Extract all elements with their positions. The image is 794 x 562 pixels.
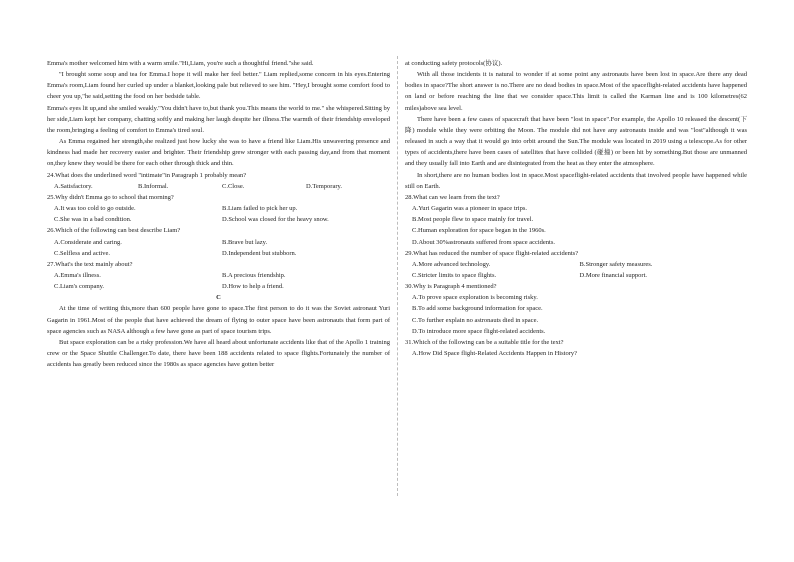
question-29-options bbox=[405, 270, 747, 281]
option: B.A precious friendship. bbox=[222, 271, 286, 279]
passage-c-paragraph: With all those incidents it is natural to wonder if at some point any astronauts have been lost in space.Are there any dead bodies in space?The short answer is no.There are no dead bodies in space.Most of the spaceflight-related accidents have happened on land or before reaching the line that we consider space.This limit is called the Karman line and is 100 kilometres(62 miles)above sea level. bbox=[405, 71, 747, 112]
question-25-options bbox=[47, 214, 390, 225]
option: B.Brave but lazy. bbox=[222, 238, 268, 246]
question-28: 28.What can we learn from the text? bbox=[405, 193, 500, 201]
question-27: 27.What's the text mainly about? bbox=[47, 260, 133, 268]
option: C.Stricter limits to space flights. bbox=[412, 271, 497, 279]
question-26-options bbox=[47, 237, 390, 248]
passage-b-paragraph: Emma's mother welcomed him with a warm smile."Hi,Liam, you're such a thoughtful friend."she said. bbox=[47, 60, 314, 67]
column-divider bbox=[397, 56, 398, 496]
option: A.How Did Space flight-Related Accidents Happen in History? bbox=[412, 350, 577, 358]
option: D.More financial support. bbox=[579, 271, 648, 279]
question-25-options bbox=[47, 203, 390, 214]
passage-c-paragraph: In short,there are no human bodies lost in space.Most spaceflight-related accidents that involved people have happened while still on Earth. bbox=[405, 171, 747, 190]
passage-c-paragraph: There have been a few cases of spacecraft that have been "lost in space".For example, the Apollo 10 released the descent(下降) module while they were orbiting the Moon. The module did not have any astronauts inside and was "lost"although it was released in such a way that it would go into orbit around the Sun.The module was located in 2019 using a telescope.As for other types of accidents,there have been cases of satellites that have collided (碰撞) or been hit by something.But those are unmanned and they usually fall into Earth and are disintegrated from the heat as they enter the atmosphere. bbox=[405, 115, 747, 168]
question-25: 25.Why didn't Emma go to school that morning? bbox=[47, 193, 174, 201]
option: C.To further explain no astronauts died in space. bbox=[412, 316, 539, 324]
option: D.Temporary. bbox=[306, 182, 342, 190]
option: A.Emma's illness. bbox=[54, 271, 101, 279]
option: C.Liam's company. bbox=[54, 283, 105, 291]
option: C.Close. bbox=[222, 182, 245, 190]
question-27-options bbox=[47, 270, 390, 281]
section-heading: C bbox=[216, 294, 221, 302]
option: A.Satisfactory. bbox=[54, 182, 93, 190]
left-column bbox=[47, 58, 390, 370]
option: B.Liam failed to pick her up. bbox=[222, 205, 298, 213]
right-column bbox=[405, 58, 747, 359]
option: B.Informal. bbox=[138, 182, 169, 190]
option: C.Selfless and active. bbox=[54, 249, 110, 257]
passage-c-paragraph: But space exploration can be a risky profession.We have all heard about unfortunate accidents like that of the Apollo 1 training crew or the Space Shuttle Challenger.To date, there have been 188 accidents related to space flights.Fortunately the number of accidents has greatly been reduced since the 1980s as space agencies have gotten better bbox=[47, 338, 390, 369]
option: A.Considerate and caring. bbox=[54, 238, 122, 246]
question-26-options bbox=[47, 248, 390, 259]
question-29: 29.What has reduced the number of space flight-related accidents? bbox=[405, 249, 579, 257]
option: A.More advanced technology. bbox=[412, 260, 491, 268]
option: B.To add some background information for space. bbox=[412, 305, 543, 313]
passage-b-paragraph: "I brought some soup and tea for Emma.I hope it will make her feel better." Liam replied,some concern in his eyes.Entering Emma's room,Liam found her curled up under a blanket,looking pale but relieved to see him. "Hey,I brought some comfort food to cheer you up,"he said,setting the food on her bedside table. bbox=[47, 71, 390, 101]
option: C.Human exploration for space began in the 1960s. bbox=[412, 227, 546, 235]
option: B.Stronger safety measures. bbox=[579, 260, 653, 268]
option: C.She was in a bad condition. bbox=[54, 216, 132, 224]
passage-b-paragraph: Emma's eyes lit up,and she smiled weakly."You didn't have to,but thank you.This means the world to me." she whispered.Sitting by her side,Liam kept her company, chatting softly and making her laugh despite her illness.The warmth of their friendship enveloped the room,bringing a feeling of comfort to Emma's tired soul. bbox=[47, 104, 390, 134]
option: A.It was too cold to go outside. bbox=[54, 205, 136, 213]
question-24-options bbox=[47, 181, 390, 192]
option: D.About 30%astronauts suffered from space accidents. bbox=[412, 238, 556, 246]
option: D.School was closed for the heavy snow. bbox=[222, 216, 329, 224]
option: D.To introduce more space flight-related accidents. bbox=[412, 327, 546, 335]
passage-b-paragraph: As Emma regained her strength,she realized just how lucky she was to have a friend like Liam.His unwavering presence and kindness had made her recovery easier and brighter. Their friendship grew stronger with each passing day,and from that moment on,they knew they would be there for each other through thick and thin. bbox=[47, 138, 390, 168]
option: B.Most people flew to space mainly for travel. bbox=[412, 216, 534, 224]
option: A.To prove space exploration is becoming risky. bbox=[412, 294, 538, 302]
question-30: 30.Why is Paragraph 4 mentioned? bbox=[405, 283, 497, 291]
question-24: 24.What does the underlined word "intimate"in Paragraph 1 probably mean? bbox=[47, 171, 247, 179]
passage-c-paragraph: at conducting safety protocols(协议). bbox=[405, 60, 503, 67]
option: A.Yuri Gagarin was a pioneer in space trips. bbox=[412, 205, 527, 213]
question-26: 26.Which of the following can best describe Liam? bbox=[47, 227, 181, 235]
question-27-options bbox=[47, 281, 390, 292]
option: D.Independent but stubborn. bbox=[222, 249, 297, 257]
question-29-options bbox=[405, 259, 747, 270]
question-31: 31.Which of the following can be a suitable title for the text? bbox=[405, 338, 564, 346]
option: D.How to help a friend. bbox=[222, 283, 284, 291]
passage-c-paragraph: At the time of writing this,more than 600 people have gone to space.The first person to do it was the Soviet astronaut Yuri Gagarin in 1961.Most of the people that have achieved the dream of flying to outer space have been astronauts that form part of space agencies such as NASA although a few have gone as part of space tourism trips. bbox=[47, 305, 390, 335]
